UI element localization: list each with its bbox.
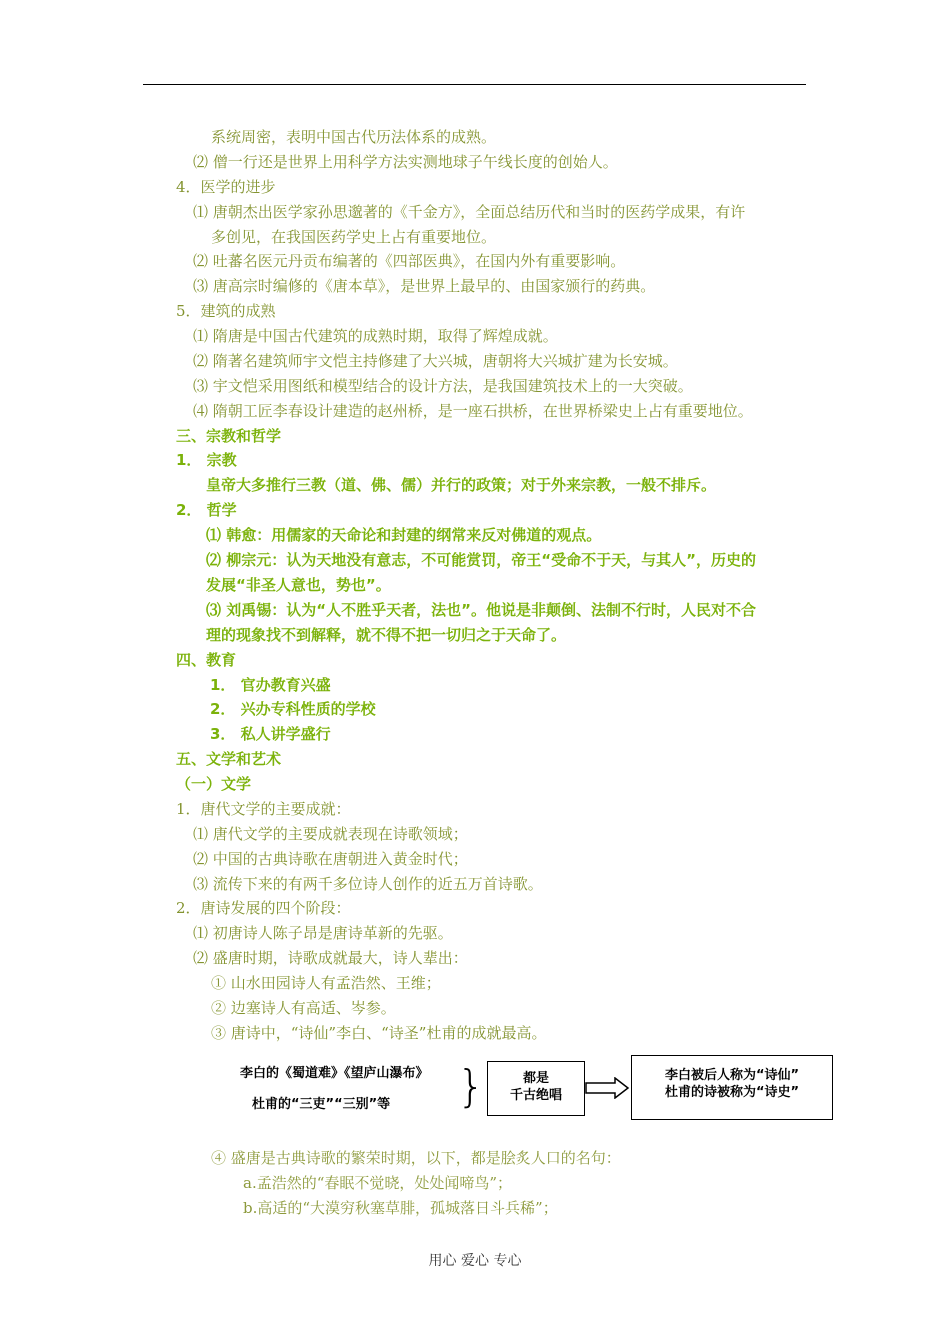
text-line: 发展“非圣人意也，势也”。: [206, 576, 391, 594]
text-line: ③ 唐诗中，“诗仙”李白、“诗圣”杜甫的成就最高。: [211, 1024, 547, 1042]
chapter-heading: 五、文学和艺术: [176, 750, 282, 768]
list-item: 3． 私人讲学盛行: [210, 725, 331, 743]
diagram-left-line2: 杜甫的“三吏”“三别”等: [252, 1097, 391, 1112]
text-line: 系统周密，表明中国古代历法体系的成熟。: [211, 128, 497, 146]
text-line: ⑵ 隋著名建筑师宇文恺主持修建了大兴城，唐朝将大兴城扩建为长安城。: [193, 352, 678, 370]
text-line: ⑶ 宇文恺采用图纸和模型结合的设计方法，是我国建筑技术上的一大突破。: [193, 377, 693, 395]
text-line: ⑴ 唐朝杰出医学家孙思邈著的《千金方》，全面总结历代和当时的医药学成果，有许: [193, 203, 746, 221]
text-line: ⑶ 流传下来的有两千多位诗人创作的近五万首诗歌。: [193, 875, 543, 893]
text-line: ⑶ 唐高宗时编修的《唐本草》，是世界上最早的、由国家颁行的药典。: [193, 277, 656, 295]
text-line: ② 边塞诗人有高适、岑参。: [211, 999, 396, 1017]
section-heading: 2．唐诗发展的四个阶段：: [176, 899, 351, 917]
text-line: ⑴ 唐代文学的主要成就表现在诗歌领域；: [193, 825, 468, 843]
text-line: ⑵ 中国的古典诗歌在唐朝进入黄金时代；: [193, 850, 468, 868]
chapter-heading: 三、宗教和哲学: [176, 427, 282, 445]
text-line: a.孟浩然的“春眠不觉晓，处处闻啼鸟”；: [243, 1174, 513, 1192]
text-line: ⑷ 隋朝工匠李春设计建造的赵州桥，是一座石拱桥，在世界桥梁史上占有重要地位。: [193, 402, 753, 420]
diagram-left-line1: 李白的《蜀道难》《望庐山瀑布》: [240, 1066, 429, 1081]
text-line: ⑵ 僧一行还是世界上用科学方法实测地球子午线长度的创始人。: [193, 153, 618, 171]
diagram-middle-box: [487, 1061, 585, 1116]
section-heading: （一）文学: [176, 775, 252, 793]
section-heading: 2． 哲学: [176, 501, 237, 519]
chapter-heading: 四、教育: [176, 651, 237, 669]
section-heading: 1． 宗教: [176, 451, 237, 469]
list-item: 1． 官办教育兴盛: [210, 676, 331, 694]
page-footer: 用心 爱心 专心: [428, 1253, 522, 1269]
list-item: 2． 兴办专科性质的学校: [210, 700, 376, 718]
text-line: ⑴ 初唐诗人陈子昂是唐诗革新的先驱。: [193, 924, 453, 942]
section-heading: 4．医学的进步: [176, 178, 276, 196]
brace-icon: }: [457, 1061, 485, 1112]
text-line: ⑴ 隋唐是中国古代建筑的成熟时期，取得了辉煌成就。: [193, 327, 558, 345]
text-line: b.高适的“大漠穷秋塞草腓，孤城落日斗兵稀”；: [243, 1199, 558, 1217]
text-line: ⑵ 柳宗元：认为天地没有意志，不可能赏罚，帝王“受命不于天，与其人”，历史的: [206, 551, 756, 569]
header-rule: [143, 84, 806, 85]
text-line: 理的现象找不到解释，就不得不把一切归之于天命了。: [206, 626, 567, 644]
section-heading: 5．建筑的成熟: [176, 302, 276, 320]
text-line: ④ 盛唐是古典诗歌的繁荣时期，以下，都是脍炙人口的名句：: [211, 1149, 621, 1167]
text-line: ⑵ 吐蕃名医元丹贡布编著的《四部医典》，在国内外有重要影响。: [193, 252, 626, 270]
arrow-icon: [585, 1077, 630, 1099]
diagram-mid-line2: 千古绝唱: [509, 1088, 562, 1103]
diagram-right-line2: 杜甫的诗被称为“诗史”: [664, 1085, 800, 1100]
text-line: ⑵ 盛唐时期，诗歌成就最大，诗人辈出：: [193, 949, 468, 967]
text-line: 皇帝大多推行三教（道、佛、儒）并行的政策；对于外来宗教，一般不排斥。: [206, 476, 717, 494]
diagram-right-line1: 李白被后人称为“诗仙”: [664, 1068, 800, 1083]
text-line: ① 山水田园诗人有孟浩然、王维；: [211, 974, 441, 992]
diagram-mid-line1: 都是: [522, 1071, 549, 1086]
text-line: ⑶ 刘禹锡：认为“人不胜乎天者，法也”。他说是非颠倒、法制不行时，人民对不合: [206, 601, 756, 619]
section-heading: 1．唐代文学的主要成就：: [176, 800, 351, 818]
text-line: ⑴ 韩愈：用儒家的天命论和封建的纲常来反对佛道的观点。: [206, 526, 602, 544]
diagram-right-box: [631, 1055, 833, 1120]
text-line: 多创见，在我国医药学史上占有重要地位。: [211, 228, 497, 246]
